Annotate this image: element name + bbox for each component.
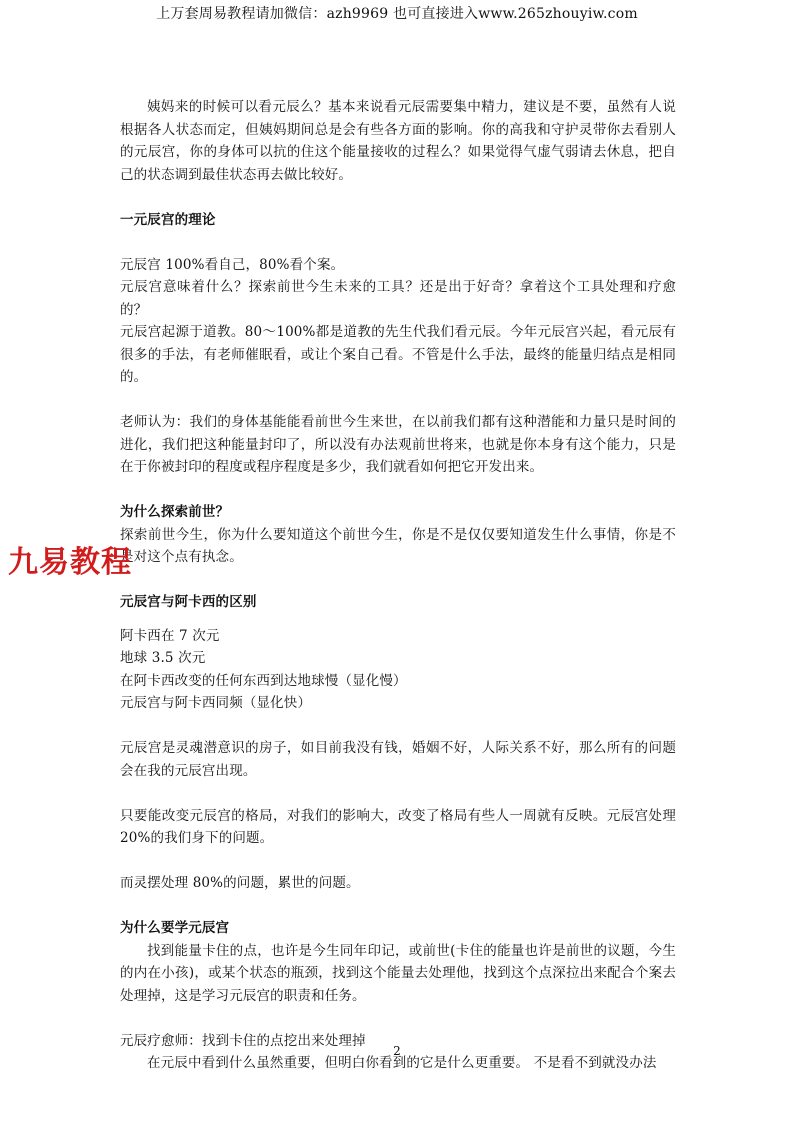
paragraph: 元辰宫起源于道教。80～100%都是道教的先生代我们看元辰。今年元辰宫兴起，看元辰有很多的手法，有老师催眠看，或让个案自己看。不管是什么手法，最终的能量归结点是相同的。 [120,324,676,385]
page-number: 2 [393,1044,401,1058]
list-item: 地球 3.5 次元 [120,650,206,666]
list-item: 阿卡西在 7 次元 [120,627,220,644]
paragraph: 只要能改变元辰宫的格局，对我们的影响大，改变了格局有些人一周就有反映。元辰宫处理 20%的我们身下的问题。 [120,807,676,846]
paragraph: 而灵摆处理 80%的问题，累世的问题。 [120,875,360,891]
list-item: 在阿卡西改变的任何东西到达地球慢（显化慢） [120,672,407,689]
paragraph: 元辰宫意味着什么？探索前世今生未来的工具？还是出于好奇？拿着这个工具处理和疗愈的？ [120,279,676,318]
paragraph-intro: 姨妈来的时候可以看元辰么？基本来说看元辰需要集中精力，建议是不要，虽然有人说根据各人状态而定，但姨妈期间总是会有些各方面的影响。你的高我和守护灵带你去看别人的元辰宫，你的身体可以抗的住这个能量接收的过程么？如果觉得气虚气弱请去休息，把自己的状态调到最佳状态再去做比较好。 [120,99,676,183]
paragraph: 老师认为：我们的身体基能能看前世今生来世，在以前我们都有这种潜能和力量只是时间的进化，我们把这种能量封印了，所以没有办法观前世将来，也就是你本身有这个能力，只是在于你被封印的程度或程序程度是多少，我们就看如何把它开发出来。 [120,414,676,475]
paragraph: 元辰疗愈师：找到卡住的点挖出来处理掉 [120,1032,366,1049]
page-header: 上万套周易教程请加微信：azh9969 也可直接进入www.265zhouyiw.com [156,6,638,22]
paragraph: 元辰宫 100%看自己，80%看个案。 [120,256,345,273]
document-body [120,96,676,1075]
section-heading-why-explore: 为什么探索前世？ [120,504,230,520]
paragraph: 元辰宫是灵魂潜意识的房子，如目前我没有钱，婚姻不好，人际关系不好，那么所有的问题会在我的元辰宫出现。 [120,740,676,779]
paragraph: 在元辰中看到什么虽然重要，但明白你看到的它是什么更重要。 不是看不到就没办法 [147,1055,657,1071]
section-heading-theory: 一元辰宫的理论 [120,211,216,228]
section-heading-why-learn: 为什么要学元辰宫 [120,920,230,936]
watermark-logo: 九易教程 [8,545,132,580]
paragraph: 找到能量卡住的点，也许是今生同年印记，或前世(卡住的能量也许是前世的议题，今生的内在小孩)，或某个状态的瓶颈，找到这个能量去处理他，找到这个点深拉出来配合个案去处理掉，这是学习元辰宫的职责和任务。 [120,942,676,1004]
list-item: 元辰宫与阿卡西同频（显化快） [120,695,312,711]
section-heading-difference: 元辰宫与阿卡西的区别 [120,594,257,610]
paragraph: 探索前世今生，你为什么要知道这个前世今生，你是不是仅仅要知道发生什么事情，你是不是对这个点有执念。 [120,526,676,565]
